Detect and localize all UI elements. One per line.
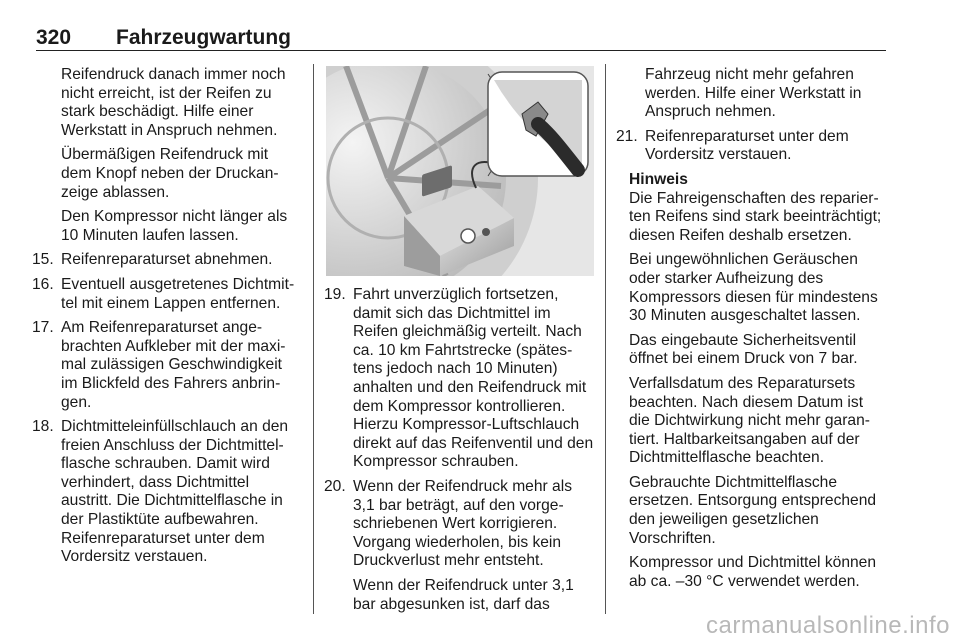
watermark: carmanualsonline.info <box>706 612 950 639</box>
step-item <box>32 319 302 412</box>
step-number: 18. <box>32 418 54 436</box>
step-text: Eventuell ausgetretenes Dichtmittel mit einem Lappen entfernen. <box>61 275 295 312</box>
step-item <box>32 418 302 567</box>
step-number: 16. <box>32 275 54 293</box>
column-2 <box>324 286 594 620</box>
note-paragraph: Verfallsdatum des Reparatursets beachten. Nach diesem Datum ist die Dichtwirkung nicht mehr garantiert. Haltbarkeitsangaben auf der Dichtmittelflasche beachten. <box>629 374 870 467</box>
step-number: 17. <box>32 319 54 337</box>
paragraph: Übermäßigen Reifendruck mit dem Knopf neben der Druckanzeige ablassen. <box>61 146 279 201</box>
step-number: 21. <box>616 127 638 145</box>
paragraph: Wenn der Reifendruck unter 3,1 bar abgesunken ist, darf das <box>353 576 574 613</box>
step-text: Dichtmitteleinfüllschlauch an den freien Anschluss der Dichtmittelflasche schrauben. Damit wird verhindert, dass Dichtmittel austritt. Die Dichtmittelflasche in der Plastiktüte aufbewahren. Reifenreparaturset unter dem Vordersitz verstauen. <box>61 418 289 566</box>
page-header <box>36 26 886 52</box>
step-text: Am Reifenreparaturset angebrachten Aufkleber mit der maximal zulässigen Geschwindigkeit im Blickfeld des Fahrers anbringen. <box>61 319 286 411</box>
step-item <box>32 276 302 313</box>
gauge-dial <box>461 229 475 243</box>
header-rule <box>36 50 886 51</box>
column-1 <box>32 66 302 573</box>
step-text: Wenn der Reifendruck mehr als 3,1 bar beträgt, auf den vorgeschriebenen Wert korrigieren. Vorgang wiederholen, bis kein Druckverlust mehr entsteht. <box>353 477 572 570</box>
step-item <box>324 286 594 472</box>
paragraph: Fahrzeug nicht mehr gefahren werden. Hilfe einer Werkstatt in Anspruch nehmen. <box>645 66 862 121</box>
note-title: Hinweis <box>629 170 688 188</box>
note-paragraph: Kompressor und Dichtmittel können ab ca. –30 °C verwendet werden. <box>629 554 877 590</box>
column-divider-1 <box>313 64 314 614</box>
page-title: Fahrzeugwartung <box>116 26 292 49</box>
note-paragraph: Die Fahreigenschaften des reparierten Reifens sind stark beeinträchtigt; diesen Reifen deshalb ersetzen. <box>629 189 882 244</box>
release-knob <box>482 228 490 236</box>
note-box <box>616 171 888 591</box>
step-number: 15. <box>32 251 54 269</box>
note-paragraph: Gebrauchte Dichtmittelflasche ersetzen. Entsorgung entsprechend den jeweiligen gesetzlichen Vorschriften. <box>629 473 877 547</box>
page-number: 320 <box>36 26 72 49</box>
step-number: 19. <box>324 286 346 303</box>
illustration-svg <box>326 66 594 276</box>
column-3 <box>616 66 888 597</box>
step-item <box>32 251 302 270</box>
column-divider-2 <box>605 64 606 614</box>
tire-repair-kit-illustration <box>326 66 594 276</box>
step-item <box>324 478 594 571</box>
paragraph: Reifendruck danach immer noch nicht erreicht, ist der Reifen zu stark beschädigt. Hilfe einer Werkstatt in Anspruch nehmen. <box>61 66 286 139</box>
paragraph: Den Kompressor nicht länger als 10 Minuten laufen lassen. <box>61 208 288 244</box>
step-text: Fahrt unverzüglich fortsetzen, damit sich das Dichtmittel im Reifen gleichmäßig verteilt. Nach ca. 10 km Fahrtstrecke (spätestens jedoch nach 10 Minuten) anhalten und den Reifendruck mit dem Kompressor kontrollieren. Hierzu Kompressor-Luftschlauch direkt auf das Reifenventil und den Kompressor schrauben. <box>353 286 594 471</box>
step-text: Reifenreparaturset abnehmen. <box>61 251 273 269</box>
step-number: 20. <box>324 477 346 495</box>
note-paragraph: Das eingebaute Sicherheitsventil öffnet bei einem Druck von 7 bar. <box>629 331 858 368</box>
step-text: Reifenreparaturset unter dem Vordersitz verstauen. <box>645 127 849 164</box>
step-item <box>616 128 888 165</box>
note-paragraph: Bei ungewöhnlichen Geräuschen oder starker Aufheizung des Kompressors diesen für mindestens 30 Minuten ausgeschaltet lassen. <box>629 251 878 325</box>
